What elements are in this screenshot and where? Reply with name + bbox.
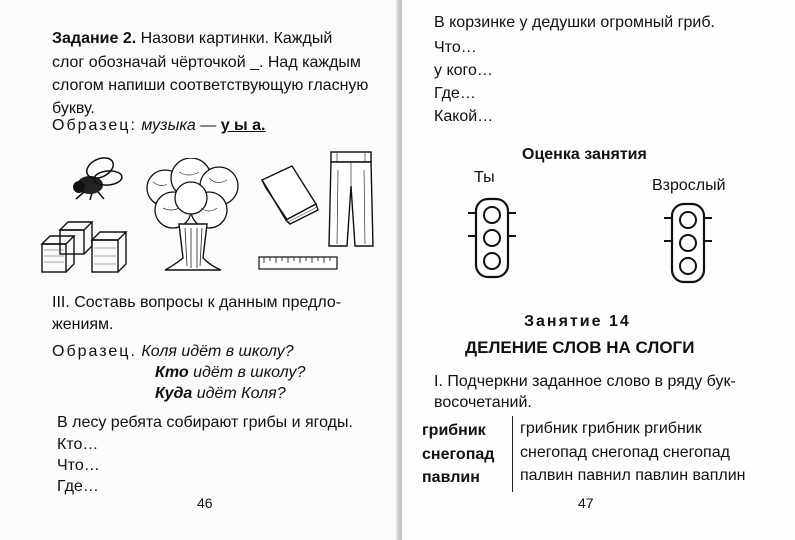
lesson-title: ДЕЛЕНИЕ СЛОВ НА СЛОГИ bbox=[465, 338, 695, 357]
table-word: снегопад bbox=[422, 446, 495, 463]
trousers-icon bbox=[327, 150, 377, 250]
sample2-q2-rest: идёт Коля? bbox=[196, 385, 286, 402]
table-row-letters: грибник грибник ргибник bbox=[520, 420, 702, 437]
sample2-q2-word: Куда bbox=[155, 385, 193, 402]
table-row-letters: палвин павнил павлин ваплин bbox=[520, 467, 746, 484]
tree-icon bbox=[143, 158, 243, 274]
right-page bbox=[402, 0, 795, 540]
traffic-light-icon bbox=[466, 195, 518, 281]
evaluation-you-label: Ты bbox=[474, 169, 495, 186]
sample2-line2 bbox=[155, 362, 305, 383]
ruler-icon bbox=[258, 256, 338, 270]
task1-line1: I. Подчеркни заданное слово в ряду бук- bbox=[434, 373, 736, 390]
sample2-sentence: Коля идёт в школу? bbox=[141, 343, 294, 360]
section3-line2: жениям. bbox=[52, 316, 114, 333]
page-number: 46 bbox=[197, 495, 213, 511]
task2-line1 bbox=[52, 28, 332, 49]
sample1-vowels: у ы а. bbox=[220, 117, 266, 134]
task1-line2: восочетаний. bbox=[434, 394, 532, 411]
exercise-answer: Что… bbox=[57, 457, 100, 474]
section3-line1: III. Составь вопросы к данным предло- bbox=[52, 294, 342, 311]
traffic-light-icon bbox=[662, 200, 714, 286]
evaluation-title: Оценка занятия bbox=[522, 146, 647, 163]
sample1 bbox=[52, 115, 266, 136]
lesson-label: Занятие 14 bbox=[524, 313, 631, 330]
intro-answer: Где… bbox=[434, 85, 476, 102]
fly-icon bbox=[66, 152, 126, 202]
exercise-answer: Кто… bbox=[57, 436, 99, 453]
sample2-q1-word: Кто bbox=[155, 364, 189, 381]
sample1-word: музыка — bbox=[141, 117, 217, 134]
table-row-letters: снегопад снегопад снегопад bbox=[520, 444, 730, 461]
intro-sentence: В корзинке у дедушки огромный гриб. bbox=[434, 14, 715, 31]
sample2-q1-rest: идёт в школу? bbox=[193, 364, 306, 381]
table-word: павлин bbox=[422, 469, 480, 486]
task2-label: Задание 2. bbox=[52, 30, 137, 47]
page-number: 47 bbox=[578, 495, 594, 511]
cubes-icon bbox=[40, 220, 128, 276]
intro-answer: Что… bbox=[434, 39, 477, 56]
table-divider bbox=[512, 416, 513, 492]
task2-line3: слогом напиши соответствующую гласную bbox=[52, 77, 369, 94]
intro-answer: у кого… bbox=[434, 62, 493, 79]
task2-line4: букву. bbox=[52, 100, 95, 117]
sample2-line1 bbox=[52, 341, 294, 362]
sample2-line3 bbox=[155, 383, 286, 404]
exercise-sentence: В лесу ребята собирают грибы и ягоды. bbox=[57, 414, 353, 431]
evaluation-adult-label: Взрослый bbox=[652, 177, 726, 194]
book-icon bbox=[256, 162, 322, 230]
task2-line2: слог обозначай чёрточкой _. Над каждым bbox=[52, 54, 361, 71]
task2-text1: Назови картинки. Каждый bbox=[140, 30, 333, 47]
table-word: грибник bbox=[422, 422, 486, 439]
intro-answer: Какой… bbox=[434, 108, 494, 125]
sample2-label: Образец. bbox=[52, 343, 137, 360]
sample1-label: Образец: bbox=[52, 117, 137, 134]
exercise-answer: Где… bbox=[57, 478, 99, 495]
